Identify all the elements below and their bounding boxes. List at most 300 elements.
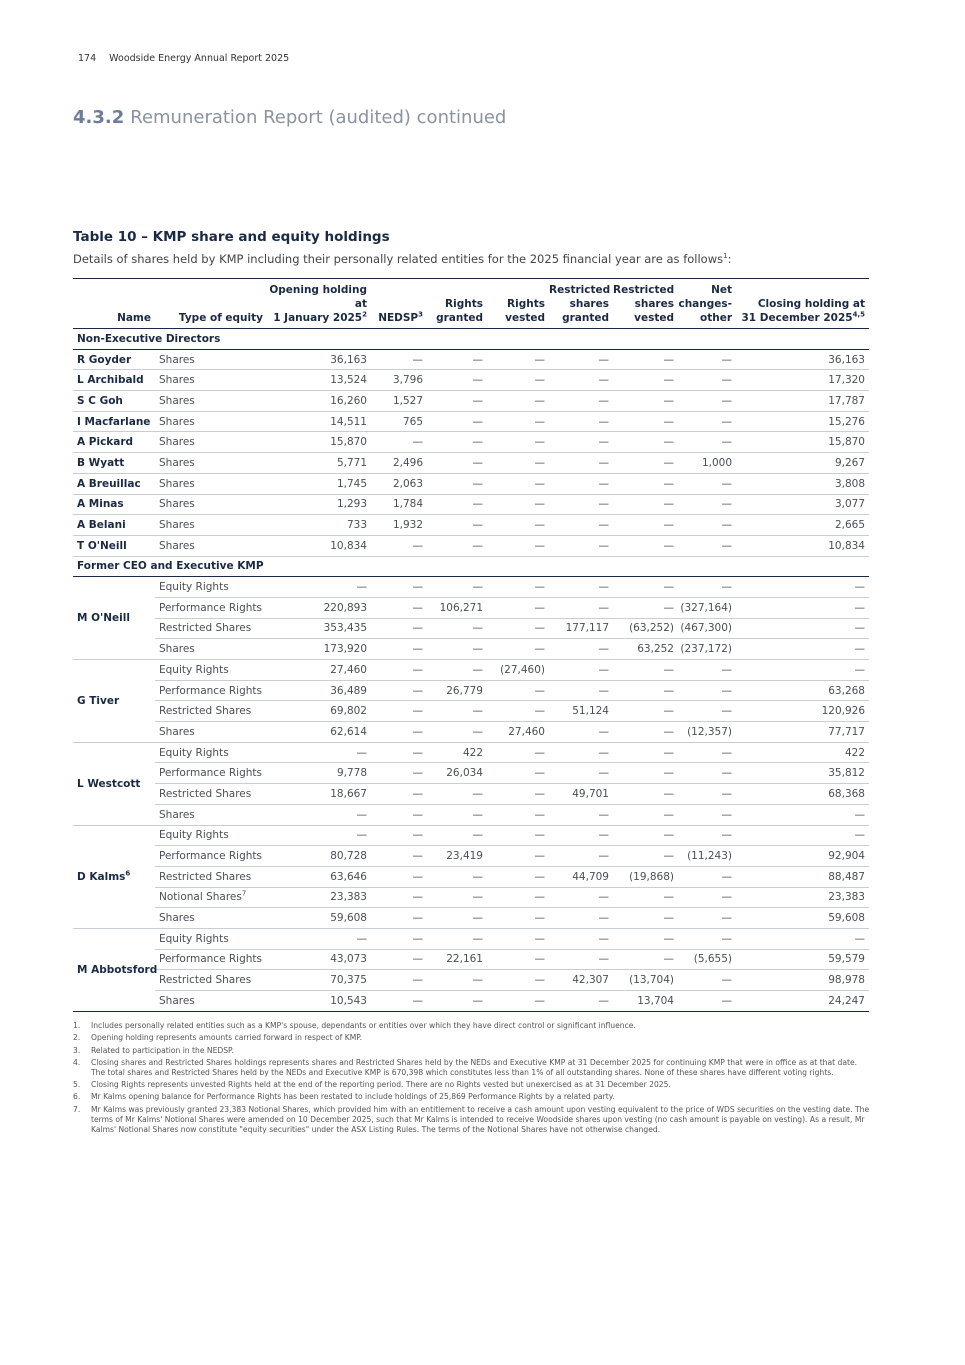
equity-type: Shares [155, 494, 267, 515]
footnote-text: Closing Rights represents unvested Rights held at the end of the reporting period. There are no Rights vested but unexercised as at 31 December 2025. [91, 1080, 671, 1090]
equity-type [155, 577, 267, 598]
cell-value: — [613, 846, 678, 867]
cell-value: — [678, 577, 736, 598]
footnote-number: 7. [73, 1104, 81, 1114]
cell-value: 18,667 [267, 784, 371, 805]
col-header-rs-granted: Restricted shares granted [549, 284, 611, 324]
cell-value: — [613, 722, 678, 743]
cell-value: — [487, 928, 549, 949]
equity-type: Shares [155, 515, 267, 536]
cell-value: — [427, 928, 487, 949]
table-row [73, 804, 869, 825]
cell-value: — [427, 535, 487, 556]
footnote-number: 1. [73, 1021, 81, 1030]
equity-type [155, 804, 267, 825]
cell-value: 177,117 [549, 618, 613, 639]
cell-value: — [549, 991, 613, 1012]
cell-value: 42,307 [549, 970, 613, 991]
cell-value: 63,252 [613, 639, 678, 660]
cell-value: — [613, 577, 678, 598]
cell-value: — [487, 597, 549, 618]
cell-value: 733 [267, 515, 371, 536]
equity-type-text: Restricted Shares [159, 622, 252, 635]
footnote [73, 1046, 873, 1056]
footnote-number: 5. [73, 1080, 81, 1090]
equity-type-text: Equity Rights [159, 663, 229, 676]
cell-value: — [678, 970, 736, 991]
cell-value: — [427, 991, 487, 1012]
cell-value: — [427, 908, 487, 929]
table-row [73, 970, 869, 991]
cell-value: 92,904 [736, 846, 869, 867]
cell-value: 15,870 [267, 432, 371, 453]
cell-value: — [371, 970, 427, 991]
cell-value: — [371, 432, 427, 453]
table-row [73, 494, 869, 515]
kmp-name: A Breuillac [73, 473, 155, 494]
cell-value: — [487, 949, 549, 970]
col-header-net-changes: Net changes- other [678, 284, 732, 324]
table-row [73, 887, 869, 908]
cell-value: 63,646 [267, 866, 371, 887]
cell-value: — [736, 597, 869, 618]
cell-value: — [487, 432, 549, 453]
cell-value: — [549, 928, 613, 949]
cell-value: (327,164) [678, 597, 736, 618]
cell-value: — [613, 660, 678, 681]
cell-value: — [487, 411, 549, 432]
cell-value: 2,063 [371, 473, 427, 494]
table-row [73, 784, 869, 805]
cell-value: (237,172) [678, 639, 736, 660]
col-header-closing: Closing holding at 31 December 2025$^{4,5}$ [741, 298, 865, 324]
footnote-number: 3. [73, 1045, 81, 1055]
equity-type-text: Restricted Shares [159, 974, 252, 987]
equity-type [155, 991, 267, 1012]
cell-value: — [427, 639, 487, 660]
cell-value: 44,709 [549, 866, 613, 887]
cell-value: — [549, 370, 613, 391]
equity-type: Shares [155, 391, 267, 412]
equity-type [155, 928, 267, 949]
table-row [73, 991, 869, 1012]
table-row [73, 680, 869, 701]
cell-value: (19,868) [613, 866, 678, 887]
cell-value: — [613, 432, 678, 453]
cell-value: — [613, 887, 678, 908]
cell-value: — [371, 949, 427, 970]
cell-value: — [549, 411, 613, 432]
table-row [73, 411, 869, 432]
equity-type: Shares [155, 411, 267, 432]
cell-value: — [549, 722, 613, 743]
cell-value: — [613, 349, 678, 370]
kmp-name: A Pickard [73, 432, 155, 453]
cell-value: — [549, 639, 613, 660]
cell-value: — [487, 494, 549, 515]
footnote-text: Mr Kalms was previously granted 23,383 Notional Shares, which provided him with an entitlement to receive a cash amount upon vesting equivalent to the price of WDS securities on the vesting date. The terms of Mr Kalms' Notional Shares were amended on 10 December 2025, such that Mr Kalms is intended to receive Woodside shares upon vesting (no cash amount is payable on vesting). As a result, Mr Kalms' Notional Shares now constitute "equity securities" under the ASX Listing Rules. The terms of the Notional Shares have not otherwise changed. [91, 1104, 870, 1134]
cell-value: 10,543 [267, 991, 371, 1012]
cell-value: — [371, 349, 427, 370]
kmp-holdings-table [73, 278, 869, 1012]
kmp-name-text: L Westcott [77, 777, 141, 790]
cell-value: — [678, 887, 736, 908]
kmp-name [73, 577, 155, 660]
cell-value: 5,771 [267, 453, 371, 474]
cell-value: — [427, 577, 487, 598]
cell-value: — [487, 577, 549, 598]
cell-value: — [678, 432, 736, 453]
cell-value: 1,932 [371, 515, 427, 536]
cell-value: — [613, 494, 678, 515]
cell-value: — [371, 660, 427, 681]
cell-value: — [549, 908, 613, 929]
cell-value: (13,704) [613, 970, 678, 991]
cell-value: — [678, 473, 736, 494]
cell-value: — [371, 991, 427, 1012]
table-header-row [73, 279, 869, 329]
cell-value: — [549, 535, 613, 556]
cell-value: — [549, 887, 613, 908]
cell-value: 49,701 [549, 784, 613, 805]
equity-type-text: Shares [159, 912, 195, 925]
cell-value: — [613, 391, 678, 412]
equity-type-text: Shares [159, 808, 195, 821]
col-header-rights-granted: Rights granted [436, 298, 483, 324]
footnote-text: Includes personally related entities such as a KMP's spouse, dependants or entities over which they have direct control or significant influence. [91, 1021, 636, 1030]
cell-value: (467,300) [678, 618, 736, 639]
table-row [73, 846, 869, 867]
cell-value: — [613, 784, 678, 805]
cell-value: — [678, 701, 736, 722]
footnote [73, 1080, 873, 1090]
footnote [73, 1092, 873, 1102]
cell-value: 59,608 [267, 908, 371, 929]
cell-value: — [613, 949, 678, 970]
cell-value: — [678, 370, 736, 391]
kmp-name: S C Goh [73, 391, 155, 412]
equity-type [155, 722, 267, 743]
cell-value: 51,124 [549, 701, 613, 722]
cell-value: 80,728 [267, 846, 371, 867]
equity-type [155, 660, 267, 681]
cell-value: (63,252) [613, 618, 678, 639]
cell-value: — [371, 701, 427, 722]
cell-value: — [613, 928, 678, 949]
cell-value: 173,920 [267, 639, 371, 660]
group-label: Former CEO and Executive KMP [73, 556, 869, 577]
table-row [73, 535, 869, 556]
cell-value: — [549, 660, 613, 681]
cell-value: — [487, 991, 549, 1012]
equity-type [155, 846, 267, 867]
cell-value: — [613, 825, 678, 846]
equity-type-text: Equity Rights [159, 829, 229, 842]
table-row [73, 825, 869, 846]
group-header-row [73, 329, 869, 350]
cell-value: — [371, 722, 427, 743]
footnote-text: Opening holding represents amounts carried forward in respect of KMP. [91, 1033, 363, 1043]
footnote-text: Mr Kalms opening balance for Performance Rights has been restated to include holdings of 25,869 Performance Rights by a related party. [91, 1092, 615, 1102]
cell-value: 10,834 [267, 535, 371, 556]
cell-value: 353,435 [267, 618, 371, 639]
cell-value: 70,375 [267, 970, 371, 991]
cell-value: 77,717 [736, 722, 869, 743]
table-row [73, 391, 869, 412]
table-subtitle-text: Details of shares held by KMP including their personally related entities for the 2025 financial year are as follows [73, 252, 724, 266]
footnote-number: 2. [73, 1033, 81, 1043]
cell-value: — [678, 763, 736, 784]
cell-value: — [678, 784, 736, 805]
cell-value: 120,926 [736, 701, 869, 722]
cell-value: — [371, 887, 427, 908]
cell-value: — [678, 991, 736, 1012]
cell-value: — [427, 494, 487, 515]
cell-value: — [487, 784, 549, 805]
cell-value: — [371, 804, 427, 825]
cell-value: 1,784 [371, 494, 427, 515]
cell-value: 17,787 [736, 391, 869, 412]
cell-value: — [487, 804, 549, 825]
cell-value: — [427, 722, 487, 743]
cell-value: — [371, 597, 427, 618]
kmp-name: R Goyder [73, 349, 155, 370]
cell-value: — [549, 742, 613, 763]
cell-value: — [427, 825, 487, 846]
cell-value: (12,357) [678, 722, 736, 743]
footnote-ref: 7 [241, 889, 247, 898]
cell-value: — [487, 639, 549, 660]
equity-type-text: Performance Rights [159, 767, 262, 780]
cell-value: 88,487 [736, 866, 869, 887]
cell-value: — [549, 949, 613, 970]
footnotes [73, 1021, 873, 1137]
cell-value: — [427, 804, 487, 825]
cell-value: — [613, 515, 678, 536]
equity-type [155, 680, 267, 701]
kmp-name: T O'Neill [73, 535, 155, 556]
cell-value: — [371, 846, 427, 867]
equity-type [155, 742, 267, 763]
cell-value: — [427, 432, 487, 453]
cell-value: — [427, 701, 487, 722]
footnote-text: Related to participation in the NEDSP. [91, 1045, 234, 1055]
cell-value: 765 [371, 411, 427, 432]
equity-type-text: Performance Rights [159, 953, 262, 966]
equity-type-text: Performance Rights [159, 601, 262, 614]
table-row [73, 908, 869, 929]
table-row [73, 349, 869, 370]
cell-value: — [267, 804, 371, 825]
footnote-number: 6. [73, 1092, 81, 1102]
equity-type-text: Restricted Shares [159, 787, 252, 800]
cell-value: — [427, 660, 487, 681]
section-title-text: Remuneration Report (audited) continued [130, 107, 507, 128]
cell-value: — [613, 763, 678, 784]
cell-value: 35,812 [736, 763, 869, 784]
equity-type: Shares [155, 349, 267, 370]
table-row [73, 597, 869, 618]
cell-value: 2,665 [736, 515, 869, 536]
cell-value: — [678, 349, 736, 370]
cell-value: 1,000 [678, 453, 736, 474]
cell-value: — [549, 453, 613, 474]
equity-type [155, 949, 267, 970]
cell-value: 422 [736, 742, 869, 763]
equity-type [155, 784, 267, 805]
cell-value: — [549, 349, 613, 370]
cell-value: — [613, 680, 678, 701]
cell-value: — [267, 742, 371, 763]
cell-value: — [427, 411, 487, 432]
cell-value: 16,260 [267, 391, 371, 412]
cell-value: — [549, 804, 613, 825]
cell-value: 1,527 [371, 391, 427, 412]
page-number: 174 [78, 53, 97, 64]
equity-type [155, 825, 267, 846]
cell-value: — [427, 970, 487, 991]
equity-type-text: Equity Rights [159, 581, 229, 594]
cell-value: — [487, 453, 549, 474]
report-title: Woodside Energy Annual Report 2025 [109, 53, 290, 64]
section-number: 4.3.2 [73, 107, 125, 128]
cell-value: — [613, 370, 678, 391]
cell-value: — [678, 411, 736, 432]
cell-value: 3,796 [371, 370, 427, 391]
cell-value: 15,870 [736, 432, 869, 453]
equity-type: Shares [155, 453, 267, 474]
cell-value: — [487, 866, 549, 887]
cell-value: 36,489 [267, 680, 371, 701]
table-row [73, 949, 869, 970]
cell-value: — [678, 928, 736, 949]
cell-value: — [549, 515, 613, 536]
cell-value: 62,614 [267, 722, 371, 743]
cell-value: 1,293 [267, 494, 371, 515]
cell-value: — [549, 846, 613, 867]
footnote [73, 1033, 873, 1043]
page-header [78, 53, 289, 64]
cell-value: 3,808 [736, 473, 869, 494]
footnote [73, 1105, 873, 1135]
cell-value: 98,978 [736, 970, 869, 991]
equity-type [155, 887, 267, 908]
cell-value: 63,268 [736, 680, 869, 701]
col-header-rs-vested: Restricted shares vested [613, 284, 675, 324]
cell-value: — [427, 784, 487, 805]
kmp-name: I Macfarlane [73, 411, 155, 432]
cell-value: — [427, 453, 487, 474]
cell-value: — [487, 535, 549, 556]
cell-value: — [371, 680, 427, 701]
kmp-name: A Minas [73, 494, 155, 515]
cell-value: — [487, 473, 549, 494]
cell-value: — [487, 970, 549, 991]
kmp-name-text: D Kalms [77, 870, 126, 883]
table-row [73, 453, 869, 474]
cell-value: 36,163 [267, 349, 371, 370]
col-header-rights-vested: Rights vested [505, 298, 545, 324]
cell-value: — [736, 825, 869, 846]
equity-type-text: Performance Rights [159, 684, 262, 697]
cell-value: — [371, 825, 427, 846]
cell-value: — [371, 763, 427, 784]
cell-value: 27,460 [487, 722, 549, 743]
cell-value: — [613, 804, 678, 825]
cell-value: 23,383 [267, 887, 371, 908]
cell-value: — [427, 618, 487, 639]
cell-value: — [371, 577, 427, 598]
equity-type-text: Shares [159, 643, 195, 656]
cell-value: — [613, 473, 678, 494]
cell-value: — [549, 825, 613, 846]
cell-value: 26,779 [427, 680, 487, 701]
cell-value: 3,077 [736, 494, 869, 515]
table-row [73, 370, 869, 391]
equity-type-text: Equity Rights [159, 932, 229, 945]
equity-type-text: Notional Shares [159, 891, 242, 904]
cell-value: 22,161 [427, 949, 487, 970]
cell-value: — [736, 928, 869, 949]
cell-value: (11,243) [678, 846, 736, 867]
kmp-name [73, 928, 158, 1011]
cell-value: — [678, 825, 736, 846]
equity-type [155, 763, 267, 784]
cell-value: 23,383 [736, 887, 869, 908]
cell-value: 69,802 [267, 701, 371, 722]
cell-value: — [371, 742, 427, 763]
table-row [73, 928, 869, 949]
kmp-name [73, 742, 155, 825]
cell-value: — [678, 660, 736, 681]
group-label: Non-Executive Directors [73, 329, 869, 350]
cell-value: 106,271 [427, 597, 487, 618]
cell-value: — [371, 784, 427, 805]
cell-value: — [549, 432, 613, 453]
cell-value: — [549, 494, 613, 515]
group-header-row [73, 556, 869, 577]
cell-value: — [549, 473, 613, 494]
cell-value: — [736, 660, 869, 681]
cell-value: — [487, 701, 549, 722]
cell-value: 422 [427, 742, 487, 763]
table-row [73, 515, 869, 536]
cell-value: — [427, 866, 487, 887]
equity-type [155, 908, 267, 929]
cell-value: — [371, 908, 427, 929]
cell-value: — [678, 908, 736, 929]
footnote [73, 1058, 873, 1078]
cell-value: — [613, 742, 678, 763]
footnote-text: Closing shares and Restricted Shares holdings represents shares and Restricted Shares held by the NEDs and Executive KMP at 31 December 2025 for continuing KMP that were in office as at that date. The total shares and Restricted Shares held by the NEDs and Executive KMP is 670,398 which constitutes less than 1% of all outstanding shares. None of these shares have different voting rights. [91, 1057, 858, 1077]
table-row [73, 866, 869, 887]
cell-value: — [267, 825, 371, 846]
cell-value: 14,511 [267, 411, 371, 432]
table-row [73, 763, 869, 784]
kmp-name: B Wyatt [73, 453, 155, 474]
cell-value: — [613, 411, 678, 432]
cell-value: 9,267 [736, 453, 869, 474]
equity-type [155, 866, 267, 887]
cell-value: — [678, 535, 736, 556]
cell-value: — [736, 618, 869, 639]
cell-value: 59,608 [736, 908, 869, 929]
kmp-name: L Archibald [73, 370, 155, 391]
cell-value: — [487, 391, 549, 412]
equity-type: Shares [155, 432, 267, 453]
equity-type [155, 701, 267, 722]
equity-type [155, 597, 267, 618]
